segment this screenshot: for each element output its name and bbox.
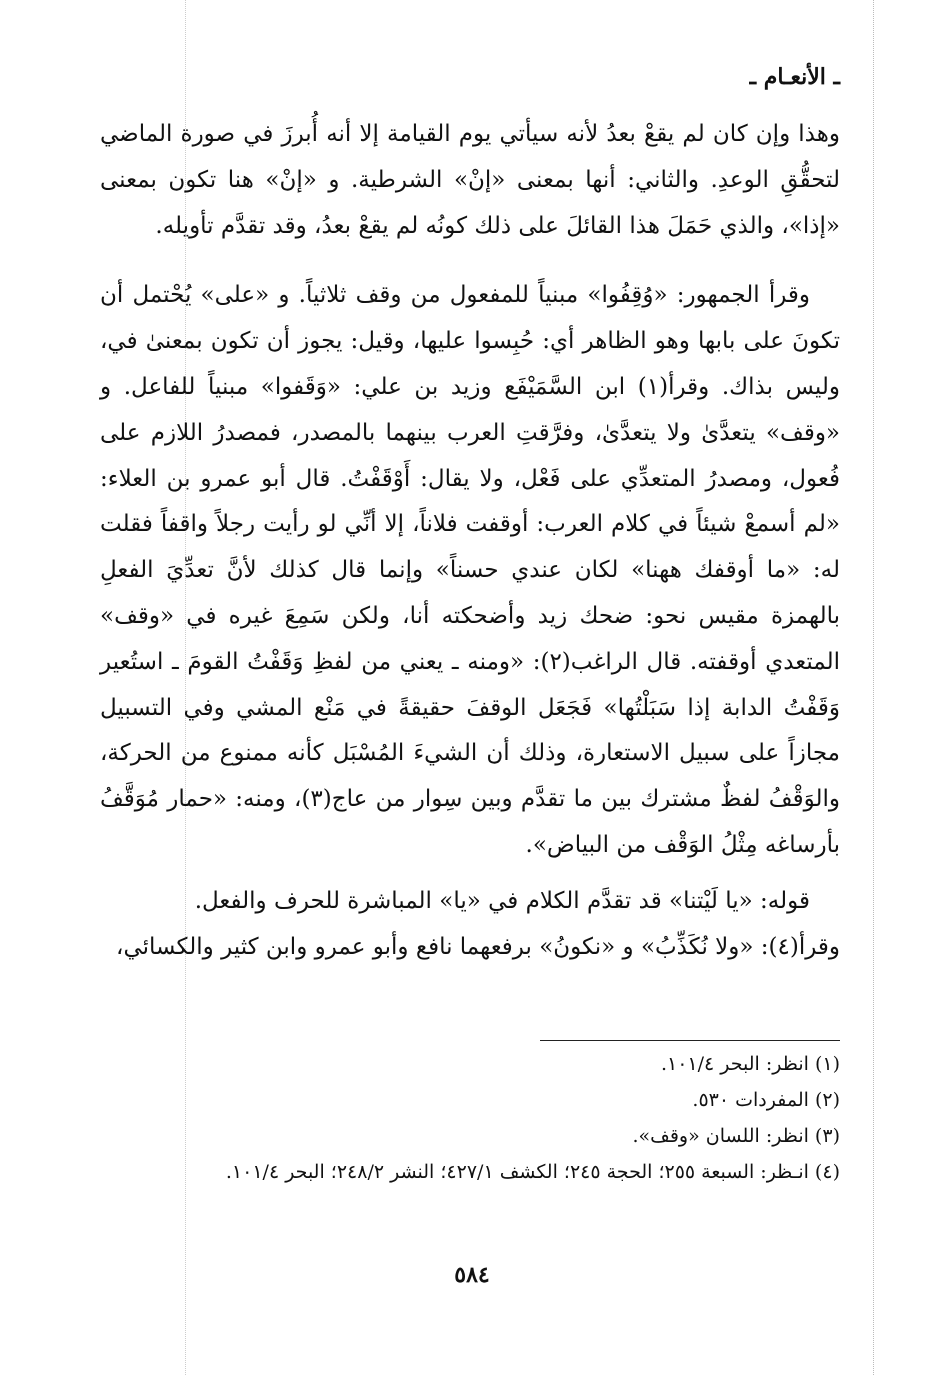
footnote-separator	[540, 1040, 840, 1041]
paragraph-4: وقرأ(٤): «ولا نُكَذِّبُ» و «نكونُ» برفعهما نافع وأبو عمرو وابن كثير والكسائي،	[116, 933, 840, 960]
paragraph-3: قوله: «يا لَيْتنا» قد تقدَّم الكلام في «يا» المباشرة للحرف والفعل.	[194, 887, 810, 914]
main-text	[100, 112, 840, 970]
paragraph-1: وهذا وإن كان لم يقعْ بعدُ لأنه سيأتي يوم القيامة إلا أنه أُبرزَ في صورة الماضي لتحقُّقِ الوعدِ. والثاني: أنها بمعنى «إنْ» الشرطية. و «إنْ» هنا تكون بمعنى «إذا»، والذي حَمَلَ هذا القائلَ على ذلك كونُه لم يقعْ بعدُ، وقد تقدَّم تأويله.	[100, 121, 840, 239]
paragraph-2: وقرأ الجمهور: «وُقِفُوا» مبنياً للمفعول من وقف ثلاثياً. و «على» يُحْتمل أن تكونَ على بابها وهو الظاهر أي: حُبِسوا عليها، وقيل: يجوز أن تكون بمعنىٰ في، وليس بذاك. وقرأ(١) ابن السَّمَيْفَع وزيد بن علي: «وَقَفوا» مبنياً للفاعل. و «وقف» يتعدَّىٰ ولا يتعدَّىٰ، وفرَّقتِ العرب بينهما بالمصدر، فمصدرُ اللازم على فُعول، ومصدرُ المتعدِّي على فَعْل، ولا يقال: أَوْقَفْتُ. قال أبو عمرو بن العلاء: «لم أسمعْ شيئاً في كلام العرب: أوقفت فلاناً، إلا أنِّي لو رأيت رجلاً واقفاً فقلت له: «ما أوقفك ههنا» لكان عندي حسناً» وإنما قال كذلك لأنَّ تعدِّيَ الفعلِ بالهمزة مقيس نحو: ضحك زيد وأضحكته أنا، ولكن سَمِعَ غيره في «وقف» المتعدي أوقفته. قال الراغب(٢): «ومنه ـ يعني من لفظِ وَقَفْتُ القومَ ـ استُعير وَقَفْتُ الدابة إذا سَبَلْتُها» فَجَعَل الوقفَ حقيقةً في مَنْع المشي وفي التسبيل مجازاً على سبيل الاستعارة، وذلك أن الشيءَ المُسْبَل كأنه ممنوع من الحركة، والوَقْفُ لفظٌ مشترك بين ما تقدَّم وبين سِوار من عاج(٣)، ومنه: «حمار مُوَقَّفُ بأرساغه مِثْلُ الوَقْف من البياض».	[100, 282, 841, 858]
page-edge-line-right	[873, 0, 874, 1375]
footnotes	[100, 1046, 840, 1190]
running-header: ـ الأنعـام ـ	[749, 64, 840, 90]
footnote-1: (١) انظر: البحر ١٠١/٤.	[660, 1053, 840, 1075]
footnote-4: (٤) انـظر: السبعة ٢٥٥؛ الحجة ٢٤٥؛ الكشف ٤٢٧/١؛ النشر ٢٤٨/٢؛ البحر ١٠١/٤.	[225, 1161, 840, 1183]
footnote-3: (٣) انظر: اللسان «وقف».	[632, 1125, 840, 1147]
page-number: ٥٨٤	[454, 1262, 490, 1288]
footnote-2: (٢) المفردات ٥٣٠.	[692, 1089, 840, 1111]
